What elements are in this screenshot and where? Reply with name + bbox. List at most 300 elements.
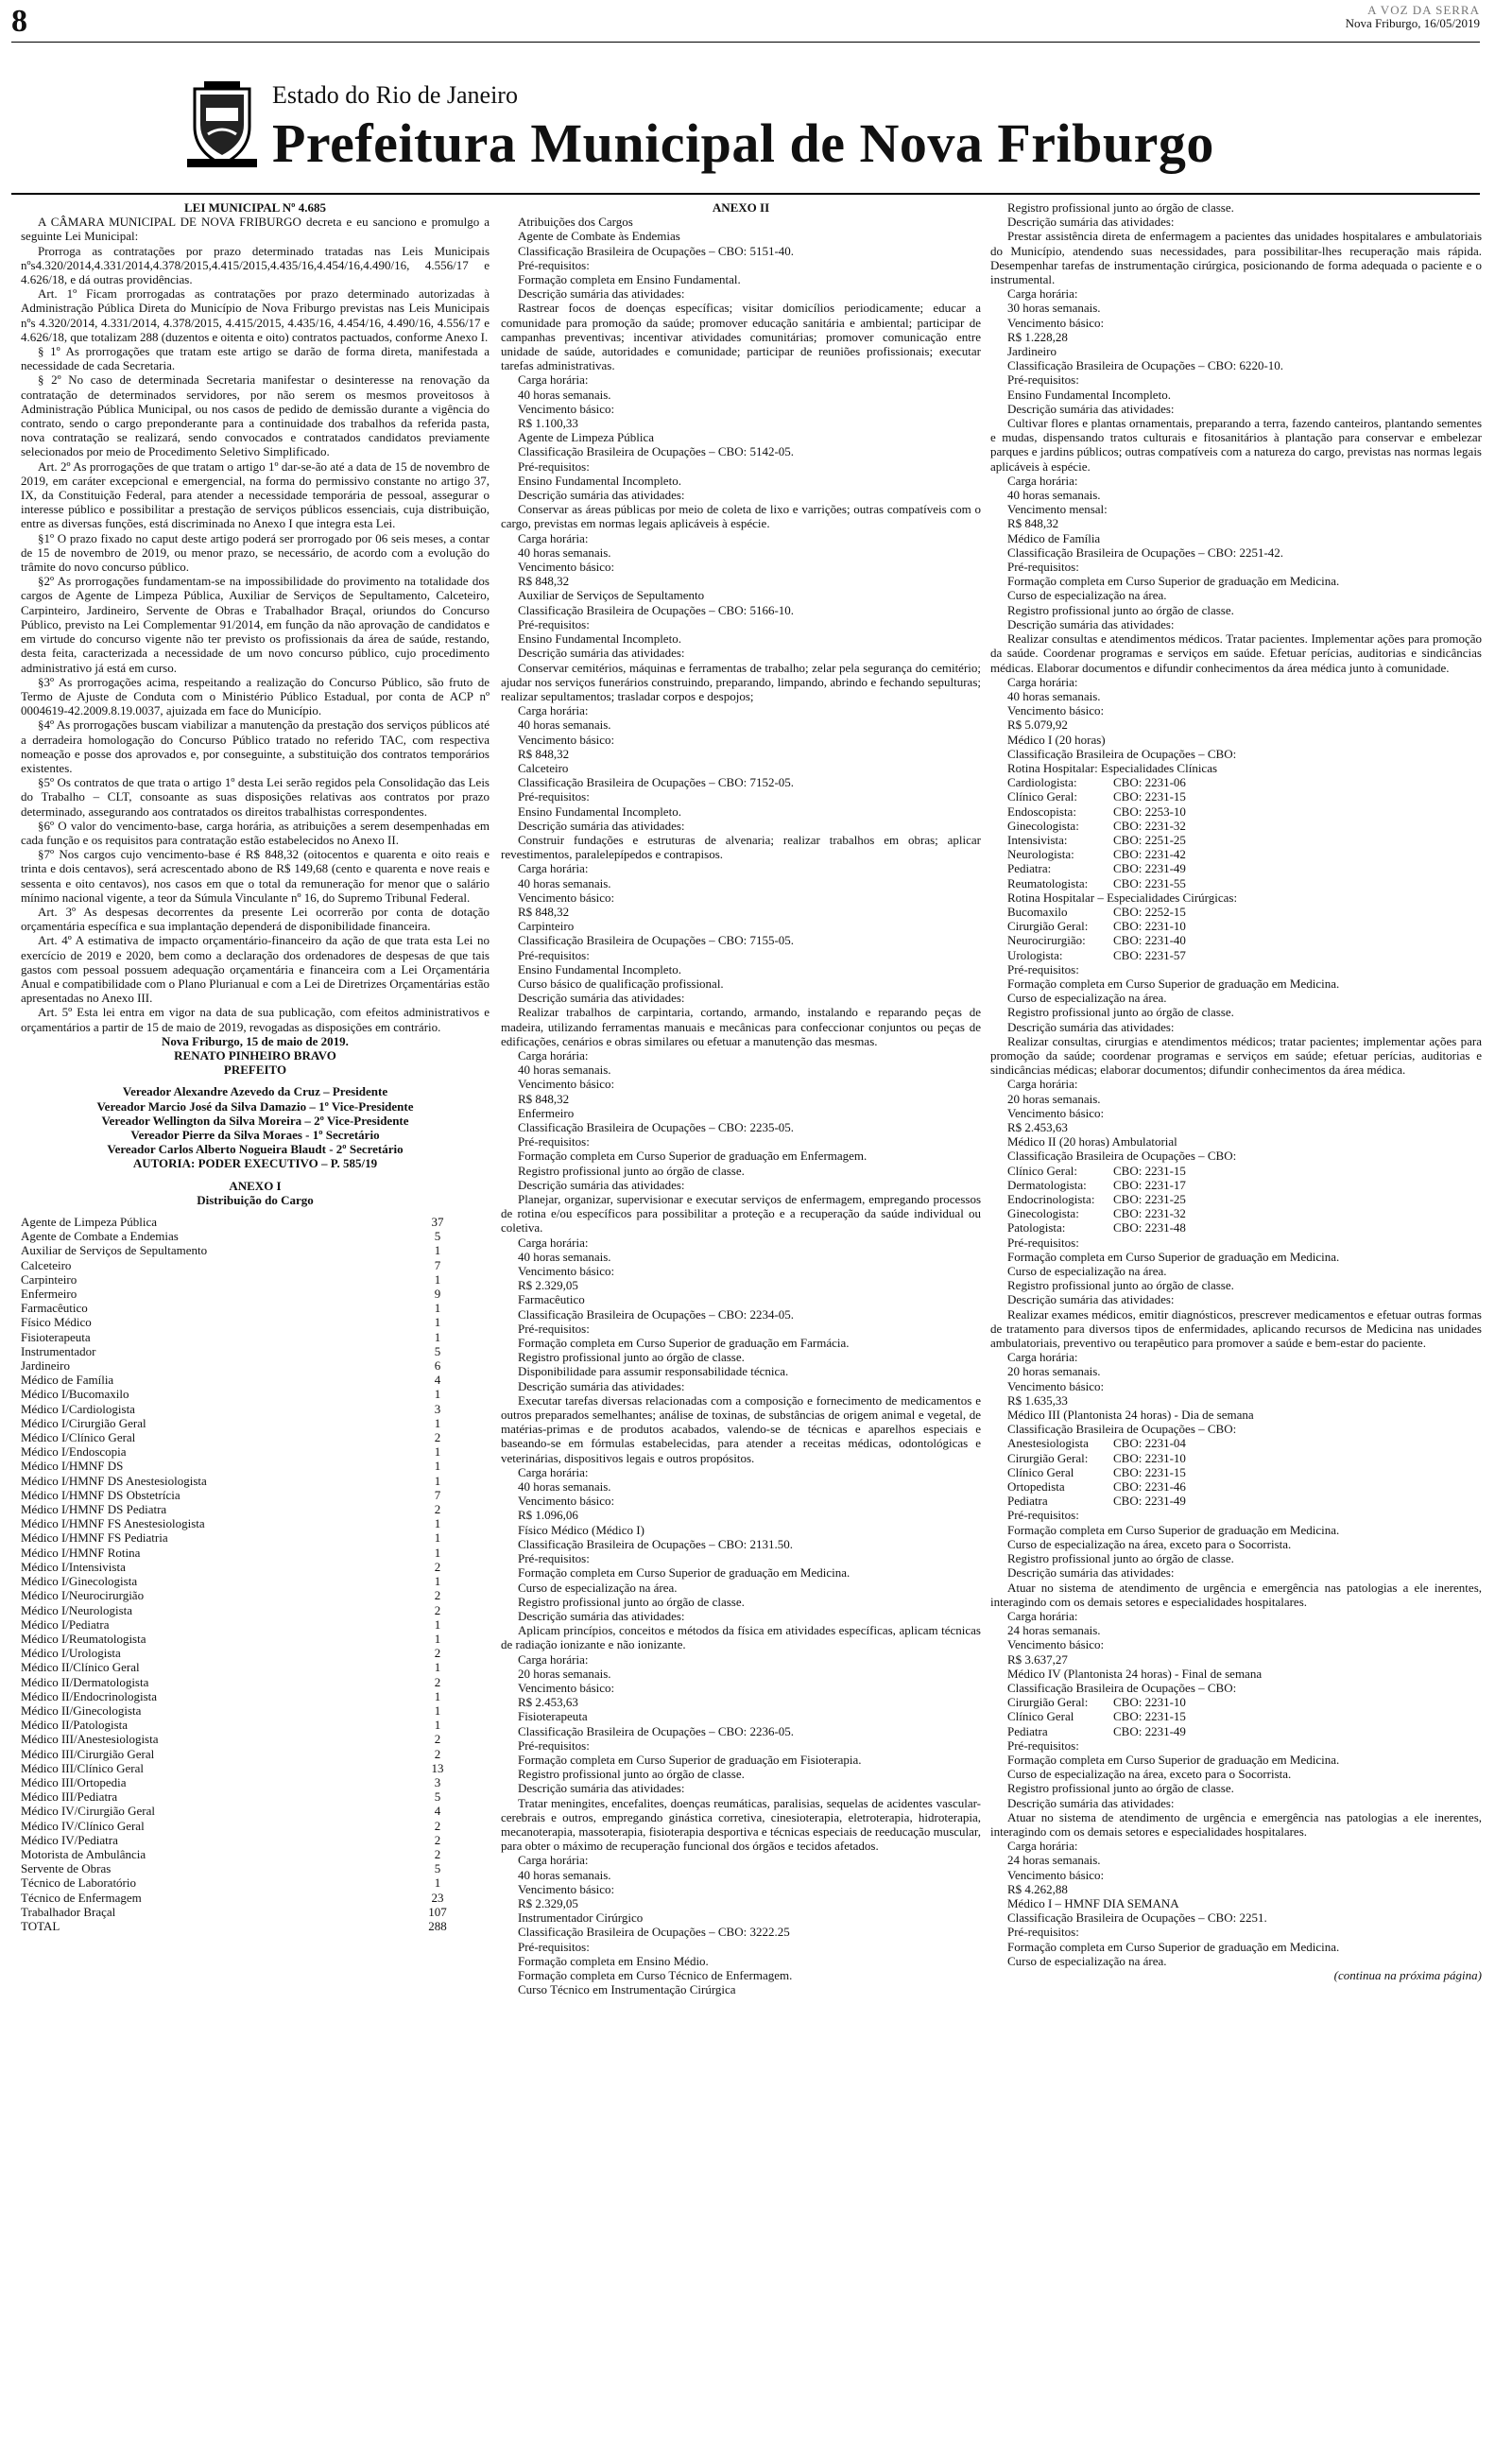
- annex-line: Formação completa em Curso Superior de graduação em Medicina.: [1007, 1752, 1340, 1767]
- annex-line: Formação completa em Ensino Médio.: [518, 1953, 709, 1968]
- annex-line: Pré-requisitos:: [518, 1939, 590, 1954]
- annex-line: Descrição sumária das atividades:: [1007, 1019, 1175, 1034]
- annex-line: Carga horária:: [1007, 473, 1078, 488]
- annex-line: Descrição sumária das atividades:: [518, 488, 685, 503]
- table-row: [21, 1789, 490, 1804]
- cbo-code: CBO: 2231-32: [1113, 818, 1186, 833]
- council-list: [21, 1084, 490, 1170]
- role-count: 1: [434, 1516, 441, 1531]
- annex-line: Curso de especialização na área.: [1007, 588, 1167, 603]
- annex-line: Descrição sumária das atividades:: [518, 1177, 685, 1192]
- annex-line: Descrição sumária das atividades:: [1007, 616, 1175, 631]
- column-2: [501, 200, 981, 2445]
- cbo-row: [990, 919, 1482, 933]
- council-member: Vereador Carlos Alberto Nogueira Blaudt - 2º Secretário: [107, 1142, 404, 1157]
- annex-line: Ensino Fundamental Incompleto.: [518, 804, 681, 819]
- role-name: Médico II/Clínico Geral: [21, 1660, 140, 1675]
- description-paragraph: Planejar, organizar, supervisionar e executar serviços de enfermagem, empregando processos de rotina e/ou específicos para possibilitar a proteção e a recuperação da saúde individual ou coletiva.: [501, 1192, 981, 1236]
- description-paragraph: Realizar exames médicos, emitir diagnósticos, prescrever medicamentos e efetuar outras formas de tratamento para diversos tipos de enfermidades, aplicando recursos de Medicina nas unidades ambulatoriais, preventivo ou terapêutico para promover a saúde e bem-estar do paciente.: [990, 1306, 1482, 1351]
- cbo-code: CBO: 2231-49: [1113, 861, 1186, 876]
- cbo-code: CBO: 2231-04: [1113, 1436, 1186, 1451]
- table-row: [21, 1603, 490, 1617]
- cbo-code: CBO: 2231-10: [1113, 919, 1186, 934]
- annex-line: 20 horas semanais.: [1007, 1091, 1101, 1106]
- table-row: [21, 1530, 490, 1545]
- annex-line: Carga horária:: [518, 1853, 589, 1868]
- table-row: [21, 1875, 490, 1890]
- annex2-body: [501, 215, 981, 1996]
- cbo-code: CBO: 2231-15: [1113, 1464, 1186, 1479]
- cbo-row: [990, 819, 1482, 833]
- law-paragraph: §1º O prazo fixado no caput deste artigo poderá ser prorrogado por 06 seis meses, a contar de 15 de novembro de 2019, ou menor prazo, se necessário, de acordo com a evolução do trâmite do novo concurso público.: [21, 530, 490, 575]
- annex-line: Médico II (20 horas) Ambulatorial: [1007, 1134, 1177, 1149]
- role-count: 7: [434, 1257, 441, 1272]
- annex-line: Ensino Fundamental Incompleto.: [518, 473, 681, 488]
- annex-line: Médico de Família: [1007, 530, 1101, 545]
- top-rule: [11, 42, 1480, 43]
- role-name: Médico I/HMNF FS Pediatria: [21, 1530, 168, 1546]
- annex-line: Classificação Brasileira de Ocupações – CBO: 5142-05.: [518, 444, 795, 459]
- table-row: [21, 1646, 490, 1660]
- specialty-name: Cirurgião Geral:: [1007, 1450, 1089, 1465]
- role-count: 1: [434, 1875, 441, 1891]
- description-paragraph: Realizar consultas e atendimentos médicos. Tratar pacientes. Implementar ações para promoção da saúde. Coordenar programas e serviços em saúde. Efetuar perícias, auditorias e sindicâncias médicas. Elaborar documentos e difundir conhecimentos da área médica junto à comunidade.: [990, 631, 1482, 675]
- role-count: 4: [434, 1373, 441, 1388]
- specialty-name: Endoscopista:: [1007, 804, 1076, 819]
- description-paragraph: Construir fundações e estruturas de alvenaria; realizar trabalhos em obras; aplicar revestimentos, paralelepípedos e contrapisos.: [501, 832, 981, 862]
- cbo-row: [990, 933, 1482, 947]
- role-count: 2: [434, 1746, 441, 1761]
- description-paragraph: Atuar no sistema de atendimento de urgência e emergência nas patologias a ele inerentes, interagindo com os demais setores e especialidades hospitalares.: [990, 1580, 1482, 1609]
- annex-line: Pré-requisitos:: [518, 1551, 590, 1566]
- law-paragraph: Art. 2º As prorrogações de que tratam o artigo 1º dar-se-ão até a data de 15 de novembro de 2019, em caráter excepcional e emergencial, na forma do permissivo constante no artigo 37, IX, da Constituição Federal, para atender a necessidade temporária de pessoal, assegurar o interesse público e possibilitar a prestação de serviços públicos essenciais, cuja distribuição, entre as diversas funções, está discriminada no Anexo I que integra esta Lei.: [21, 458, 490, 531]
- role-name: TOTAL: [21, 1918, 60, 1933]
- annex-line: Registro profissional junto ao órgão de classe.: [518, 1594, 745, 1609]
- annex-line: Pré-requisitos:: [518, 789, 590, 804]
- annex-line: Carga horária:: [518, 861, 589, 876]
- annex-line: Descrição sumária das atividades:: [518, 818, 685, 833]
- annex-line: Calceteiro: [518, 760, 569, 775]
- table-row: [21, 1315, 490, 1329]
- table-row: [21, 1387, 490, 1401]
- annex-line: Pré-requisitos:: [518, 458, 590, 474]
- description-paragraph: Cultivar flores e plantas ornamentais, preparando a terra, fazendo canteiros, plantando sementes e mudas, dispensando tratos culturais e fitosanitários à plantação para conservar e embelezar parques e jardins públicos; outras compatíveis com a natureza do cargo, previstas nas normas legais aplicáveis à espécie.: [990, 416, 1482, 474]
- specialty-name: Ortopedista: [1007, 1479, 1065, 1495]
- annex-line: 24 horas semanais.: [1007, 1623, 1101, 1638]
- cbo-code: CBO: 2231-40: [1113, 933, 1186, 948]
- table-row: [21, 1819, 490, 1833]
- annex-line: Médico IV (Plantonista 24 horas) - Final de semana: [1007, 1666, 1263, 1681]
- role-count: 1: [434, 1545, 441, 1560]
- role-count: 5: [434, 1861, 441, 1876]
- role-name: Médico IV/Pediatra: [21, 1832, 118, 1847]
- role-count: 2: [434, 1588, 441, 1603]
- cbo-row: [990, 948, 1482, 962]
- specialty-name: Patologista:: [1007, 1220, 1066, 1236]
- cbo-row: [990, 1695, 1482, 1709]
- annex2-continuation: [990, 200, 1482, 1968]
- role-name: Médico I/Urologista: [21, 1646, 121, 1661]
- table-row: [21, 1660, 490, 1674]
- role-count: 1: [434, 1616, 441, 1632]
- description-paragraph: Tratar meningites, encefalites, doenças reumáticas, paralisias, sequelas de acidentes vascular-cerebrais e outros, empregando ginástica corretiva, cinesioterapia, eletroterapia, hidroterapia, mecanoterapia, massoterapia, fisioterapia desportiva e técnicas especiais de reeducação muscular, para obter o máximo de recuperação funcional dos órgãos e tecidos afetados.: [501, 1795, 981, 1854]
- annex-line: Carga horária:: [1007, 1839, 1078, 1854]
- annex-line: Curso básico de qualificação profissional.: [518, 976, 724, 991]
- annex-line: Farmacêutico: [518, 1292, 585, 1307]
- table-row: [21, 1229, 490, 1243]
- table-row: [21, 1474, 490, 1488]
- annex-line: Agente de Limpeza Pública: [518, 430, 655, 445]
- annex-line: Fisioterapeuta: [518, 1709, 588, 1724]
- role-count: 5: [434, 1789, 441, 1805]
- annex-line: Formação completa em Curso Superior de graduação em Medicina.: [1007, 1939, 1340, 1954]
- cbo-row: [990, 1436, 1482, 1450]
- annex-line: Descrição sumária das atividades:: [518, 646, 685, 661]
- table-row: [21, 1330, 490, 1344]
- law-paragraph: Prorroga as contratações por prazo determinado tratadas nas Leis Municipais nºs4.320/2014,4.331/2014,4.378/2015,4.415/2015,4.435/16,4.454/16,4.490/16, 4.556/17 e 4.626/18, e dá outras providências.: [21, 243, 490, 287]
- annex-line: 40 horas semanais.: [518, 1479, 611, 1495]
- annex-line: R$ 2.453,63: [518, 1695, 578, 1710]
- table-row: [21, 1861, 490, 1875]
- annex1-title: ANEXO I: [229, 1178, 282, 1193]
- role-name: Médico I/HMNF FS Anestesiologista: [21, 1516, 205, 1531]
- specialty-name: Dermatologista:: [1007, 1177, 1087, 1192]
- annex-line: 24 horas semanais.: [1007, 1853, 1101, 1868]
- specialty-name: Cirurgião Geral:: [1007, 1695, 1089, 1710]
- continued-note: (continua na próxima página): [1333, 1967, 1482, 1982]
- annex-line: R$ 848,32: [518, 1091, 570, 1106]
- annex-line: Pré-requisitos:: [518, 1321, 590, 1336]
- annex-line: Médico I – HMNF DIA SEMANA: [1007, 1895, 1179, 1910]
- role-count: 2: [434, 1602, 441, 1617]
- law-paragraph: Art. 1º Ficam prorrogadas as contratações por prazo determinado autorizadas à Administração Pública Direta do Município de Nova Friburgo previstas nas Leis Municipais nºs 4.320/2014, 4.331/2014, 4.378/2015, 4.415/2015, 4.435/16, 4.454/16, 4.490/16, 4.556/17 e 4.626/18, que totalizam 288 (duzentos e oitenta e oito) contratos pactuados, conforme Anexo I.: [21, 286, 490, 344]
- annex-line: Carga horária:: [1007, 286, 1078, 302]
- role-count: 1: [434, 1688, 441, 1703]
- annex-line: Classificação Brasileira de Ocupações – CBO:: [1007, 1422, 1237, 1437]
- annex-line: Pré-requisitos:: [1007, 1925, 1079, 1940]
- cbo-code: CBO: 2231-15: [1113, 1163, 1186, 1178]
- annex2-title: ANEXO II: [712, 200, 770, 215]
- role-name: Médico I/Endoscopia: [21, 1444, 127, 1460]
- role-name: Médico de Família: [21, 1373, 114, 1388]
- annex-line: R$ 2.329,05: [518, 1278, 578, 1293]
- page-number: 8: [11, 4, 27, 39]
- annex-line: Curso de especialização na área.: [1007, 1953, 1167, 1968]
- law-paragraph: §3º As prorrogações acima, respeitando a realização do Concurso Público, são fruto de Termo de Ajuste de Conduta com o Ministério Público Estadual, por conta de ACP nº 0004619-42.2009.8.19.0037, ajuizada em face do Município.: [21, 674, 490, 718]
- role-name: Enfermeiro: [21, 1287, 77, 1302]
- annex-line: Registro profissional junto ao órgão de classe.: [1007, 602, 1234, 617]
- annex-line: Pré-requisitos:: [518, 257, 590, 272]
- role-name: Instrumentador: [21, 1343, 96, 1358]
- annex-line: Descrição sumária das atividades:: [1007, 1292, 1175, 1307]
- cbo-code: CBO: 2231-42: [1113, 847, 1186, 862]
- table-row: [21, 1732, 490, 1746]
- annex-line: Pré-requisitos:: [1007, 1235, 1079, 1250]
- annex-line: Vencimento básico:: [1007, 703, 1105, 718]
- role-count: 1: [434, 1301, 441, 1316]
- annex-line: R$ 848,32: [518, 574, 570, 589]
- cbo-row: [990, 1724, 1482, 1738]
- annex-line: Físico Médico (Médico I): [518, 1522, 644, 1537]
- specialty-name: Cirurgião Geral:: [1007, 919, 1089, 934]
- annex-line: R$ 2.329,05: [518, 1895, 578, 1910]
- newspaper-name: A VOZ DA SERRA: [1367, 3, 1480, 17]
- cbo-code: CBO: 2231-57: [1113, 947, 1186, 962]
- role-count: 9: [434, 1287, 441, 1302]
- cbo-row: [990, 1709, 1482, 1723]
- role-count: 4: [434, 1804, 441, 1819]
- role-name: Técnico de Enfermagem: [21, 1890, 142, 1905]
- cbo-code: CBO: 2231-32: [1113, 1206, 1186, 1221]
- description-paragraph: Conservar cemitérios, máquinas e ferramentas de trabalho; zelar pela segurança do cemitério; ajudar nos serviços funerários construindo, preparando, limpando, abrindo e fechando sepulturas; realizar sepultamentos; trasladar corpos e despojos;: [501, 660, 981, 703]
- table-row: [21, 1775, 490, 1789]
- cbo-code: CBO: 2231-25: [1113, 1192, 1186, 1207]
- role-count: 288: [428, 1918, 447, 1933]
- table-row: [21, 1459, 490, 1473]
- annex-line: Formação completa em Curso Superior de graduação em Medicina.: [1007, 1249, 1340, 1264]
- annex-line: Classificação Brasileira de Ocupações – CBO: 2251-42.: [1007, 544, 1284, 560]
- table-row: [21, 1804, 490, 1818]
- annex-line: Atribuições dos Cargos: [518, 215, 633, 230]
- table-row: [21, 1847, 490, 1861]
- annex-line: Carpinteiro: [518, 919, 575, 934]
- annex-line: R$ 3.637,27: [1007, 1651, 1068, 1667]
- annex-line: Formação completa em Curso Superior de graduação em Enfermagem.: [518, 1149, 868, 1164]
- cbo-row: [990, 1220, 1482, 1235]
- role-name: Médico II/Endocrinologista: [21, 1688, 158, 1703]
- specialty-name: Reumatologista:: [1007, 875, 1089, 890]
- law-paragraph: §7º Nos cargos cujo vencimento-base é R$ 848,32 (oitocentos e quarenta e oito reais e trinta e dois centavos), será acrescentado abono de R$ 149,68 (cento e quarenta e nove reais e sessenta e oito centavos), nos casos em que o total da remuneração for menor que o salário mínimo nacional vigente, a teor da Súmula Vinculante nº 16, do Supremo Tribunal Federal.: [21, 847, 490, 905]
- role-name: Servente de Obras: [21, 1861, 112, 1876]
- annex-line: Curso de especialização na área.: [1007, 991, 1167, 1006]
- law-paragraph: A CÂMARA MUNICIPAL DE NOVA FRIBURGO decreta e eu sanciono e promulgo a seguinte Lei Municipal:: [21, 215, 490, 244]
- role-count: 1: [434, 1387, 441, 1402]
- annex-line: Carga horária:: [518, 372, 589, 388]
- annex-line: 40 horas semanais.: [1007, 688, 1101, 703]
- annex-line: 40 horas semanais.: [518, 1867, 611, 1882]
- role-name: Médico I/Cirurgião Geral: [21, 1415, 146, 1430]
- cbo-row: [990, 1192, 1482, 1206]
- council-member: Vereador Marcio José da Silva Damazio – 1º Vice-Presidente: [96, 1098, 414, 1114]
- specialty-name: Ginecologista:: [1007, 818, 1079, 833]
- annex-line: Classificação Brasileira de Ocupações – CBO: 6220-10.: [1007, 358, 1284, 373]
- annex-line: Pré-requisitos:: [1007, 560, 1079, 575]
- table-row: [21, 1689, 490, 1703]
- cbo-row: [990, 1465, 1482, 1479]
- annex-line: Curso de especialização na área, exceto para o Socorrista.: [1007, 1536, 1292, 1551]
- annex-line: Vencimento básico:: [518, 1680, 615, 1695]
- table-row: [21, 1444, 490, 1459]
- annex-line: 40 horas semanais.: [1007, 488, 1101, 503]
- masthead: [1346, 4, 1480, 31]
- annex-line: Formação completa em Curso Superior de graduação em Medicina.: [518, 1565, 850, 1581]
- sign-date: Nova Friburgo, 15 de maio de 2019.: [162, 1033, 349, 1048]
- role-name: Médico III/Anestesiologista: [21, 1732, 159, 1747]
- annex-line: Pré-requisitos:: [1007, 1737, 1079, 1753]
- role-name: Médico I/Bucomaxilo: [21, 1387, 129, 1402]
- annex-line: Classificação Brasileira de Ocupações – CBO:: [1007, 746, 1237, 761]
- annex-line: 40 horas semanais.: [518, 717, 611, 733]
- annex-line: 40 horas semanais.: [518, 1249, 611, 1264]
- role-name: Médico I/Intensivista: [21, 1559, 126, 1574]
- table-row: [21, 1416, 490, 1430]
- role-count: 6: [434, 1358, 441, 1374]
- role-count: 1: [434, 1459, 441, 1474]
- role-name: Trabalhador Braçal: [21, 1904, 116, 1919]
- specialty-name: Pediatra: [1007, 1723, 1048, 1738]
- role-count: 1: [434, 1718, 441, 1733]
- law-paragraph: §6º O valor do vencimento-base, carga horária, as atribuições a serem desempenhadas em cada função e os requisitos para contratação estão estabelecidos no Anexo II.: [21, 818, 490, 847]
- table-row: [21, 1718, 490, 1732]
- role-name: Médico I/HMNF Rotina: [21, 1545, 141, 1560]
- role-name: Físico Médico: [21, 1315, 92, 1330]
- annex-line: Classificação Brasileira de Ocupações – CBO: 2236-05.: [518, 1723, 795, 1738]
- annex-line: Classificação Brasileira de Ocupações – CBO: 7155-05.: [518, 933, 795, 948]
- table-row: [21, 1215, 490, 1229]
- annex-line: 20 horas semanais.: [1007, 1364, 1101, 1379]
- annex-line: R$ 5.079,92: [1007, 717, 1068, 733]
- annex-line: R$ 1.228,28: [1007, 329, 1068, 344]
- role-name: Médico I/HMNF DS Pediatra: [21, 1502, 167, 1517]
- header-rule: [11, 193, 1480, 195]
- mayor-title: PREFEITO: [223, 1063, 287, 1078]
- cbo-row: [990, 1494, 1482, 1508]
- annex-line: 40 horas semanais.: [518, 1063, 611, 1078]
- role-count: 1: [434, 1631, 441, 1646]
- role-count: 5: [434, 1229, 441, 1244]
- distribution-table: [21, 1215, 490, 1933]
- law-title: LEI MUNICIPAL Nº 4.685: [184, 200, 326, 215]
- annex-line: Vencimento básico:: [518, 560, 615, 575]
- annex-line: Agente de Combate às Endemias: [518, 229, 680, 244]
- annex-line: Classificação Brasileira de Ocupações – CBO:: [1007, 1680, 1237, 1695]
- specialty-name: Urologista:: [1007, 947, 1063, 962]
- specialty-name: Bucomaxilo: [1007, 904, 1068, 919]
- table-row: [21, 1301, 490, 1315]
- annex-line: Carga horária:: [518, 703, 589, 718]
- cbo-row: [990, 847, 1482, 861]
- annex-line: Registro profissional junto ao órgão de classe.: [1007, 1005, 1234, 1020]
- role-name: Médico I/HMNF DS Anestesiologista: [21, 1473, 207, 1488]
- cbo-code: CBO: 2231-46: [1113, 1479, 1186, 1495]
- annex-line: Registro profissional junto ao órgão de classe.: [1007, 200, 1234, 215]
- annex-line: Vencimento básico:: [1007, 1378, 1105, 1393]
- cbo-code: CBO: 2231-17: [1113, 1177, 1186, 1192]
- cbo-row: [990, 905, 1482, 919]
- annex-line: Classificação Brasileira de Ocupações – CBO: 2131.50.: [518, 1536, 793, 1551]
- role-count: 2: [434, 1646, 441, 1661]
- role-name: Médico I/HMNF DS: [21, 1459, 124, 1474]
- annex-line: Registro profissional junto ao órgão de classe.: [1007, 1551, 1234, 1566]
- role-name: Médico I/Pediatra: [21, 1616, 110, 1632]
- role-name: Agente de Limpeza Pública: [21, 1215, 158, 1230]
- specialty-name: Ginecologista:: [1007, 1206, 1079, 1221]
- annex-line: Descrição sumária das atividades:: [1007, 401, 1175, 416]
- role-count: 2: [434, 1502, 441, 1517]
- annex-line: Rotina Hospitalar – Especialidades Cirúrgicas:: [1007, 890, 1238, 905]
- specialty-name: Intensivista:: [1007, 832, 1068, 847]
- role-name: Auxiliar de Serviços de Sepultamento: [21, 1243, 208, 1258]
- table-row: [21, 1502, 490, 1516]
- table-row: [21, 1287, 490, 1301]
- annex-line: Formação completa em Curso Superior de graduação em Farmácia.: [518, 1336, 850, 1351]
- coat-of-arms-icon: [185, 79, 259, 170]
- cbo-row: [990, 1206, 1482, 1220]
- annex-line: Formação completa em Ensino Fundamental.: [518, 272, 741, 287]
- specialty-name: Neurologista:: [1007, 847, 1074, 862]
- role-count: 3: [434, 1401, 441, 1416]
- role-count: 1: [434, 1329, 441, 1344]
- annex-line: R$ 1.100,33: [518, 416, 578, 431]
- cbo-code: CBO: 2231-55: [1113, 875, 1186, 890]
- role-count: 2: [434, 1832, 441, 1847]
- specialty-name: Clínico Geral: [1007, 1709, 1074, 1724]
- law-paragraph: Art. 5º Esta lei entra em vigor na data de sua publicação, com efeitos administrativos e orçamentários a partir de 15 de maio de 2019, revogadas as disposições em contrário.: [21, 1005, 490, 1034]
- table-row: [21, 1574, 490, 1588]
- role-count: 1: [434, 1530, 441, 1546]
- council-member: AUTORIA: PODER EXECUTIVO – P. 585/19: [132, 1156, 378, 1171]
- annex1-subtitle: Distribuição do Cargo: [197, 1192, 314, 1207]
- annex-line: Vencimento básico:: [518, 1494, 615, 1509]
- annex-line: Vencimento básico:: [518, 1881, 615, 1896]
- role-name: Jardineiro: [21, 1358, 70, 1374]
- cbo-row: [990, 861, 1482, 875]
- annex-line: Classificação Brasileira de Ocupações – CBO:: [1007, 1149, 1237, 1164]
- table-row: [21, 1588, 490, 1602]
- role-count: 5: [434, 1343, 441, 1358]
- annex-line: Carga horária:: [518, 530, 589, 545]
- role-name: Calceteiro: [21, 1257, 72, 1272]
- description-paragraph: Executar tarefas diversas relacionadas com a composição e fornecimento de medicamentos e outros preparados semelhantes; análise de toxinas, de substâncias de origem animal e vegetal, de matérias-primas e de produtos acabados, valendo-se de técnicas e aparelhos especiais e baseando-se em fórmulas estabelecidas, para atender a receitas médicas, odontológicas e veterinárias, dispositivos legais e outros propósitos.: [501, 1392, 981, 1465]
- annex-line: Pré-requisitos:: [518, 1134, 590, 1149]
- table-row: [21, 1833, 490, 1847]
- description-paragraph: Atuar no sistema de atendimento de urgência e emergência nas patologias a ele inerentes, interagindo com os demais setores e especialidades hospitalares.: [990, 1809, 1482, 1839]
- law-paragraph: §4º As prorrogações buscam viabilizar a manutenção da prestação dos serviços públicos até a derradeira homologação do Concurso Público tratado no referido TAC, com respectiva nomeação e posse dos aprovados e, por conseguinte, a substituição dos contratos temporários existentes.: [21, 717, 490, 775]
- role-count: 1: [434, 1271, 441, 1287]
- table-row: [21, 1919, 490, 1933]
- table-row: [21, 1373, 490, 1387]
- annex-line: Carga horária:: [1007, 1608, 1078, 1623]
- annex-line: Descrição sumária das atividades:: [518, 286, 685, 302]
- annex-line: Médico I (20 horas): [1007, 732, 1106, 747]
- annex-line: Pré-requisitos:: [1007, 961, 1079, 976]
- annex-line: Formação completa em Curso Superior de graduação em Medicina.: [1007, 976, 1340, 991]
- specialty-name: Pediatra:: [1007, 861, 1052, 876]
- annex-line: R$ 848,32: [1007, 516, 1059, 531]
- role-name: Médico I/Cardiologista: [21, 1401, 135, 1416]
- annex-line: Curso Técnico em Instrumentação Cirúrgica: [518, 1982, 736, 1997]
- table-row: [21, 1402, 490, 1416]
- annex-line: Vencimento básico:: [518, 401, 615, 416]
- annex-line: Rotina Hospitalar: Especialidades Clínicas: [1007, 760, 1218, 775]
- role-name: Médico I/Reumatologista: [21, 1631, 146, 1646]
- role-name: Médico I/Clínico Geral: [21, 1430, 136, 1445]
- annex-line: Vencimento básico:: [518, 732, 615, 747]
- specialty-name: Clínico Geral:: [1007, 1163, 1078, 1178]
- annex-line: 40 horas semanais.: [518, 544, 611, 560]
- annex-line: Descrição sumária das atividades:: [1007, 1795, 1175, 1810]
- description-paragraph: Realizar consultas, cirurgias e atendimentos médicos; tratar pacientes; implementar ações para promoção da saúde; coordenar programas e serviços em saúde; efetuar perícias, auditorias e sindicâncias médicas; elaborar documentos; difundir conhecimentos da área médica.: [990, 1033, 1482, 1078]
- annex-line: Descrição sumária das atividades:: [1007, 1565, 1175, 1581]
- role-name: Médico II/Dermatologista: [21, 1674, 149, 1689]
- annex-line: Carga horária:: [1007, 1350, 1078, 1365]
- law-paragraph: §2º As prorrogações fundamentam-se na impossibilidade do provimento na totalidade dos cargos de Agente de Limpeza Pública, Auxiliar de Serviços de Sepultamento, Calceteiro, Carpinteiro, Jardineiro, Servente de Obras e Trabalhador Braçal, oriundos do Concurso Público, previsto na Lei Complementar 91/2014, em função da não aprovação de candidatos e em virtude do concurso vigente não ter previsto os profissionais da área de saúde, restando, desta feita, caracterizada a necessidade de um novo concurso público, cujo procedimento administrativo já está em curso.: [21, 574, 490, 675]
- specialty-name: Neurocirurgião:: [1007, 933, 1086, 948]
- role-count: 2: [434, 1674, 441, 1689]
- council-member: Vereador Alexandre Azevedo da Cruz – Presidente: [122, 1084, 388, 1099]
- specialty-name: Anestesiologista: [1007, 1436, 1089, 1451]
- role-name: Carpinteiro: [21, 1271, 77, 1287]
